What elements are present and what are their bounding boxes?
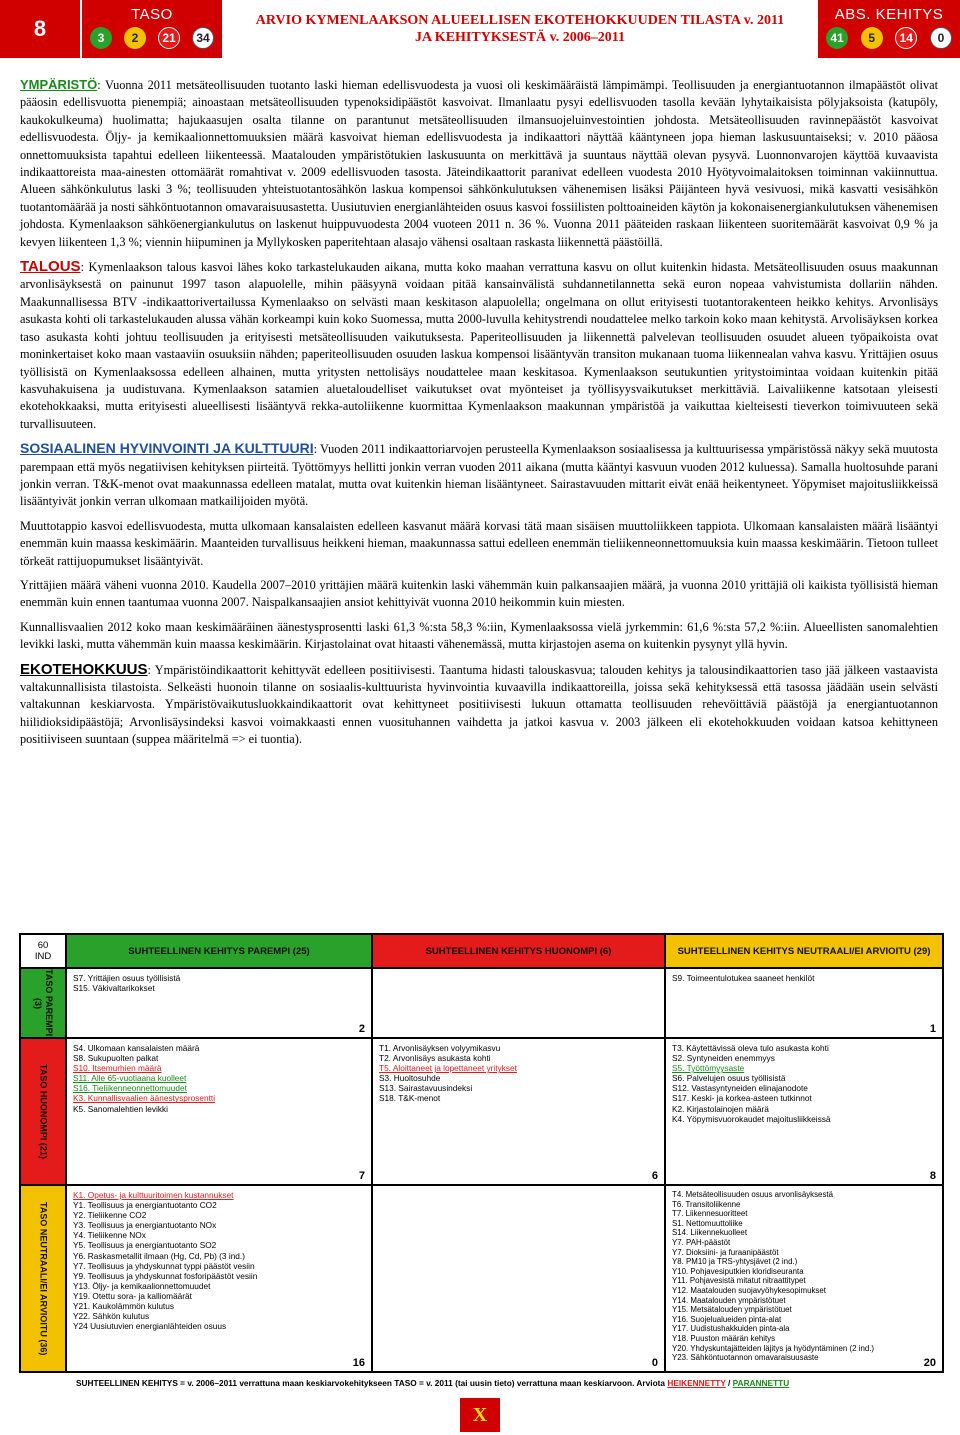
indicator-item: Y17. Uudistushakkuiden pinta-ala [672,1324,790,1334]
entrepreneurs-paragraph: Yrittäjien määrä väheni vuonna 2010. Kaudella 2007–2010 yrittäjien määrä kuitenkin laski vähemmän kuin palkansaajien määrä, ja vuonna 2010 yrittäjiä oli kaikista työllisistä hieman enemmän kuin ennen taantumaa vuonna 2007. Naispalkansaajien ansiot kehittyivät vuonna 2010 heikommin kuin miesten. [20,577,938,610]
indicator-count: 2 [358,1023,365,1035]
indicator-list [373,1186,664,1194]
indicator-count: 0 [651,1357,658,1369]
column-header-neutral: SUHTEELLINEN KEHITYS NEUTRAALI/EI ARVIOITU (29) [665,934,943,968]
cell-level-worse-dev-neutral [665,1038,943,1185]
footnote-weakened-label: HEIKENNETTY [667,1378,726,1388]
indicator-item: Y24 Uusiutuvien energianlähteiden osuus [73,1321,227,1332]
indicator-item: K4. Yöpymisvuorokaudet majoitusliikkeissä [672,1113,831,1124]
indicator-count: 20 [923,1357,936,1369]
indicator-item: T1. Arvonlisäyksen volyymikasvu [379,1043,501,1053]
indicator-item: S14. Liikennekuolleet [672,1228,748,1238]
economy-text: : Kymenlaakson talous kasvoi lähes koko tarkastelukauden aikana, mutta koko maahan verrattuna kasvu on ollut kuitenkin hidasta. Metsäteollisuuden osuus maakunnan arvonlisäyksestä on painunut 1997 tason alapuolelle, mihin pääsyynä voidaan pitää kansainvälistä suhdannetilannetta sekä euron nopeaa vahvistumista dollariin nähden. Maakunnallisessa BTV -indikaattorivertailussa Kymenlaakso on selvästi maan keskitason alapuolella; ongelmana on ollut erityisesti tuotantorakenteen heikko kehitys. Arvonlisäys asukasta kohti oli tarkastelukauden alussa vähän korkeampi kuin koko Suomessa, mutta 2000-luvulla kehitystrendi noudattelee melko tarkoin koko maan kehitystä. Arvolisäyksen korkea taso asukasta kohti johtuu teollisuuden ja erityisesti metsäteollisuuden vaikutuksesta. Paperiteollisuuden ja liikennettä palvelevan teollisuuden osuudet alueen työpaikoista ovat moninkertaiset koko maan vastaaviin osuuksiin nähden; paperiteollisuuden osuuden laskua kompensoi lisääntyvän transiton mukanaan tuoma liikennealan vahva kasvu. Yrittäjien osuus työllisistä on Kymenlaaksossa edelleen alhainen, mutta yritysten nettolisäys noudattelee maan keskitasoa. Kymenlaakson seutukuntien yritystoimintaa voidaan kuitenkin pitää kasvuhakuisena ja uudistuvana. Kymenlaakson satamien aluetaloudelliset vaikutukset ovat myönteiset ja työllisyysvaikutukset merkittäviä. Laivaliikenne katsotaan yleisesti ekotehokkaaksi, mutta erityisesti alueellisesti lisääntyvä rekka-autoliikenne kuormittaa Kymenlaakson maakunnan ympäristöä ja vaikuttaa kielteisesti tieverkon toimivuuteen sekä turvallisuuteen. [20,260,938,431]
indicator-item: Y15. Metsätalouden ympäristötuet [672,1305,792,1315]
level-neutral-count: 2 [124,27,146,49]
indicator-unit: IND [34,951,52,962]
row-header-neutral [20,1185,66,1372]
indicator-item: S3. Huoltosuhde [379,1073,441,1084]
indicator-item: Y8. PM10 ja TRS-yhtysjävet (2 ind.) [672,1257,798,1267]
indicator-item: Y20. Yhdyskuntajätteiden läjitys ja hyödyntäminen (2 ind.) [672,1343,875,1353]
indicator-count: 6 [651,1170,658,1182]
footnote-improved-label: PARANNETTU [732,1378,790,1388]
level-summary-box [82,0,222,58]
page-header [0,0,960,60]
indicator-list [67,1186,371,1335]
indicator-list [666,969,942,987]
row-header-better-label: TASO PAREMPI (3) [33,969,54,1037]
indicator-item: Y12. Maatalouden suojavyöhykesopimukset [672,1285,826,1295]
economy-paragraph [20,258,938,433]
indicator-item: Y14. Maatalouden ympäristötuet [672,1295,786,1305]
development-worse-count: 14 [895,27,917,49]
indicator-item: S2. Syntyneiden enemmyys [672,1053,775,1064]
section-marker: X [460,1398,500,1432]
cell-level-better-dev-better [66,968,372,1038]
indicator-item: S10. Itsemurhien määrä [73,1063,162,1074]
row-header-neutral-label: TASO NEUTRAALI/EI ARVIOITU (36) [38,1201,49,1356]
indicator-item: Y7. Dioksiini- ja furaanipäästöt [672,1247,779,1257]
indicator-item: S8. Sukupuolten palkat [73,1053,159,1064]
indicator-count: 8 [929,1170,936,1182]
indicator-item: Y9. Teollisuus ja yhdyskunnat fosforipäästöt vesiin [73,1270,258,1281]
level-summary-title: TASO [131,6,173,23]
indicator-item: Y23. Sähköntuotannon omavaraisuusaste [672,1353,819,1363]
indicator-item: K3. Kunnallisvaalien äänestysprosentti [73,1093,216,1104]
indicator-item: Y22. Sähkön kulutus [73,1311,150,1322]
indicator-item: Y4. Tieliikenne NOx [73,1230,146,1241]
development-neutral-count: 5 [861,27,883,49]
development-summary-title: ABS. KEHITYS [834,6,944,23]
cell-level-neutral-dev-worse [372,1185,665,1372]
indicator-item: S9. Toimeentulotukea saaneet henkilöt [672,973,815,983]
indicator-item: Y13. Öljy- ja kemikaalionnettomuudet [73,1280,211,1291]
indicator-item: S15. Väkivaltarikokset [73,983,155,994]
indicator-item: S7. Yrittäjien osuus työllisistä [73,973,181,983]
cell-level-neutral-dev-better [66,1185,372,1372]
environment-heading: YMPÄRISTÖ [20,77,98,92]
indicator-list [67,969,371,997]
indicator-item: K2. Kirjastolainojen määrä [672,1103,769,1114]
indicator-item: T3. Käytettävissä oleva tulo asukasta kohti [672,1043,829,1053]
level-better-count: 3 [90,27,112,49]
indicator-item: S17. Keski- ja korkea-asteen tutkinnot [672,1093,812,1104]
column-header-better: SUHTEELLINEN KEHITYS PAREMPI (25) [66,934,372,968]
indicator-item: Y11. Pohjavesistä mitatut nitraattitypet [672,1276,806,1286]
social-paragraph [20,440,938,511]
indicator-item: S18. T&K-menot [379,1093,441,1104]
indicator-count: 7 [358,1170,365,1182]
indicator-item: Y16. Suojelualueiden pinta-alat [672,1314,782,1324]
cell-level-better-dev-neutral [665,968,943,1038]
indicator-item: Y19. Otettu sora- ja kalliomäärät [73,1290,192,1301]
cell-level-better-dev-worse [372,968,665,1038]
page-number-badge: 8 [0,0,80,58]
indicator-item: T5. Aloittaneet ja lopettaneet yritykset [379,1063,517,1074]
indicator-item: K1. Opetus- ja kulttuuritoimen kustannukset [73,1190,234,1200]
indicator-list [666,1039,942,1128]
indicator-item: S16. Tieliikenneonnettomuudet [73,1083,187,1094]
economy-heading: TALOUS [20,258,81,276]
environment-paragraph [20,76,938,251]
cell-level-worse-dev-better [66,1038,372,1185]
indicator-item: Y7. Teollisuus ja yhdyskunnat typpi päästöt vesiin [73,1260,255,1271]
indicator-item: S1. Nettomuuttoliike [672,1218,743,1228]
indicator-matrix [19,933,944,1373]
indicator-item: Y10. Pohjavesiputkien kloridiseuranta [672,1266,804,1276]
development-unassessed-count: 0 [930,27,952,49]
footnote-separator: / [725,1378,733,1388]
indicator-item: T6. Transitoliikenne [672,1199,741,1209]
elections-paragraph: Kunnallisvaalien 2012 koko maan keskimääräinen äänestysprosentti laski 61,3 %:sta 58,3 %:iin, Kymenlaaksossa vielä jyrkemmin: 61,6 %:sta 57,2 %:iin. Alueellisten sanomalehtien levikki laski, mutta vähemmän kuin maassa keskimäärin. Kirjastolainat ovat hitaasti vähenemässä, mutta kirjastojen asema on kuitenkin pysynyt yllä hyvin. [20,619,938,652]
indicator-item: S6. Palvelujen osuus työllisistä [672,1073,786,1084]
document-title-line1: ARVIO KYMENLAAKSON ALUEELLISEN EKOTEHOKKUUDEN TILASTA v. 2011 [255,13,785,28]
level-worse-count: 21 [158,27,180,49]
level-unassessed-count: 34 [192,27,214,49]
indicator-item: S12. Vastasyntyneiden elinajanodote [672,1083,808,1094]
indicator-item: Y3. Teollisuus ja energiantuotanto NOx [73,1220,217,1231]
row-header-worse [20,1038,66,1185]
document-title-line2: JA KEHITYKSESTÄ v. 2006–2011 [414,30,626,45]
indicator-item: T7. Liikennesuoritteet [672,1209,748,1219]
indicator-item: S11. Alle 65-vuotiaana kuolleet [73,1073,187,1084]
indicator-item: Y2. Tieliikenne CO2 [73,1210,147,1221]
row-header-better [20,968,66,1038]
environment-text: : Vuonna 2011 metsäteollisuuden tuotanto laski hieman edellisvuodesta ja vuosi oli keskimääräistä lämpimämpi. Teollisuuden ja energiantuotannon ilmapäästöt olivat pääosin edellisvuotta pienempiä; ainoastaan metsäteollisuuden typenoksidipäästöt kasvoivat. Ilmanlaatu pysyi edellisvuoden tasolla kevään lyhytaikaisista pölyjaksoista (katupöly, kaukokulkeuma) huolimatta; hajukaasujen osalta tilanne on parantunut metsäteollisuuden ilmansuojeluinvestointien johdosta. Metsäteollisuuden ravinnepäästöt kasvoivat edellisvuodesta. Öljy- ja kemikaalionnettomuuksien määrä kasvoivat hieman edellisvuodesta ja indikaattori näyttää kääntyneen jopa hieman laskusuuntaiseksi; v. 2010 pääosa onnettomuuksista tapahtui edelleen liikenteessä. Maatalouden ympäristötukien laskusuunta on merkittävä ja suuntaus näyttää olevan pysyvä. Luonnonvarojen käyttöä kuvaavista indikaattoreista maa-ainesten ottomäärät romahtivat v. 2009 edellisvuoden tasosta. Jäteindikaattorit paranivat edelleen vuodesta 2010 Hyötyvoimalaitoksen toiminnan vakiinnuttua. Alueen sähkönkulutus laski 3 %; teollisuuden yhteistuotantosähkön laskua kompensoi sähkönkulutuksen vähenemisen lisäksi Päijänteen hyvä vesivuosi, mikä kasvatti vesisähkön tuotantomäärää ja nosti sähköntuotannon omavaraisuusastetta. Uusiutuvien energianlähteiden osuus kasvoi fossiilisten polttoaineiden käytön ja kokonaisenergiankulutuksen vähenemisen johdosta. Kymenlaakson sähköenergiankulutus on laskenut huippuvuodesta 2004 vuoteen 2011 n. 36 %. Vuonna 2011 pääteiden raskaan liikenteen suoritemäärät kasvoivat 0,9 % ja kevyen liikenteen 1,3 %; viennin hiipuminen ja Myllykosken paperitehtaan alasajo vähensi osaltaan raskasta liikennettä päästöillä. [20,78,938,249]
indicator-item: Y7. PAH-päästöt [672,1237,731,1247]
indicator-list [373,969,664,977]
indicator-item: T2. Arvonlisäys asukasta kohti [379,1053,491,1064]
indicator-count: 16 [352,1357,365,1369]
indicator-item: Y6. Raskasmetallit ilmaan (Hg, Cd, Pb) (3 ind.) [73,1250,245,1261]
social-heading: SOSIAALINEN HYVINVOINTI JA KULTTUURI [20,440,314,457]
indicator-item: S5. Työttömyysaste [672,1063,745,1074]
indicator-item: Y5. Teollisuus ja energiantuotanto SO2 [73,1240,217,1251]
eco-efficiency-text: : Ympäristöindikaattorit kehittyvät edelleen positiivisesti. Taantuma hidasti talouskasvua; talouden kehitys ja talousindikaattorien taso jää jälkeen vastaavista valtakunnallisista tilastoista. Selkeästi huonoin tilanne on sosiaalis-kulttuurista hyvinvointia kuvaavilla indikaattoreilla, joissa sekä kehityksessä että tasossa jäädään usein selvästi valtakunnan keskiarvosta. Ympäristövaikutusluokkaindikaattorit ovat kehittyneet positiivisesti lukuun ottamatta teollisuuden rehevöittäviä päästöjä ja energiantuotannon hiilidioksidipäästöjä; Arvonlisäysindeksi kasvoi voimakkaasti ennen vuosituhannen vaihdetta ja jatkoi kasvua v. 2003 jälkeen eli ekotehokkuuden voidaan katsoa kehittyneen positiiviseen suuntaan (suppea määritelmä => ei tuontia). [20,662,938,747]
development-better-count: 41 [826,27,848,49]
indicator-item: Y18. Puuston määrän kehitys [672,1333,776,1343]
indicator-item: Y21. Kaukolämmön kulutus [73,1301,175,1312]
cell-level-worse-dev-worse [372,1038,665,1185]
indicator-item: S4. Ulkomaan kansalaisten määrä [73,1043,200,1053]
social-text: : Vuoden 2011 indikaattoriarvojen perusteella Kymenlaakson sosiaalisessa ja kulttuurisessa ympäristössä näkyy sekä muutosta parempaan että myös negatiivisen kehityksen piirteitä. Työttömyys hellitti jonkin verran vuoden 2011 aikana (mutta kääntyi kasvuun vuoden 2012 kuluessa). Samalla huoltosuhde parani jonkin verran. T&K-menot ovat maakunnassa edelleen matalat, mutta ovat kuitenkin hieman lisääntyneet. Sairastavuuden mittarit eivät enää heikentyneet. Yöpymiset majoitusliikkeissä lisääntyivät jonkin verran ulkomaan matkailijoiden myötä. [20,442,939,509]
indicator-list [67,1039,371,1118]
migration-paragraph: Muuttotappio kasvoi edellisvuodesta, mutta ulkomaan kansalaisten edelleen kasvanut määrä korvasi tätä maan sisäisen muuttoliikkeen tappiota. Ulkomaan kansalaisten määrä lisääntyi enemmän kuin maassa keskimäärin. Maanteiden turvallisuus heikkeni hieman, maakunnassa sattui edelleen enemmän tieliikenneonnettomuuksia kuin maassa keskimäärin. Tietoon tulleet törkeät rattijuopumukset lisääntyivät. [20,518,938,568]
eco-efficiency-heading: EKOTEHOKKUUS [20,660,148,678]
footnote-text: SUHTEELLINEN KEHITYS = v. 2006–2011 verrattuna maan keskiarvokehitykseen TASO = v. 2011 (tai uusin tieto) verrattuna maan keskiarvoon. Arviota [76,1378,668,1388]
row-header-worse-label: TASO HUONOMPI (21) [38,1064,49,1159]
indicator-list [666,1186,942,1367]
document-title [226,12,814,46]
matrix-corner [20,934,66,968]
column-header-worse: SUHTEELLINEN KEHITYS HUONOMPI (6) [372,934,665,968]
eco-efficiency-paragraph [20,661,938,749]
report-body [20,76,938,756]
indicator-item: T4. Metsäteollisuuden osuus arvonlisäyksestä [672,1190,833,1199]
matrix-footnote [76,1378,936,1388]
indicator-count: 1 [929,1023,936,1035]
indicator-list [373,1039,664,1108]
indicator-item: K5. Sanomalehtien levikki [73,1103,169,1114]
indicator-total: 60 [37,940,49,951]
cell-level-neutral-dev-neutral [665,1185,943,1372]
indicator-item: S13. Sairastavuusindeksi [379,1083,473,1094]
development-summary-box [818,0,960,58]
indicator-item: Y1. Teollisuus ja energiantuotanto CO2 [73,1200,217,1211]
